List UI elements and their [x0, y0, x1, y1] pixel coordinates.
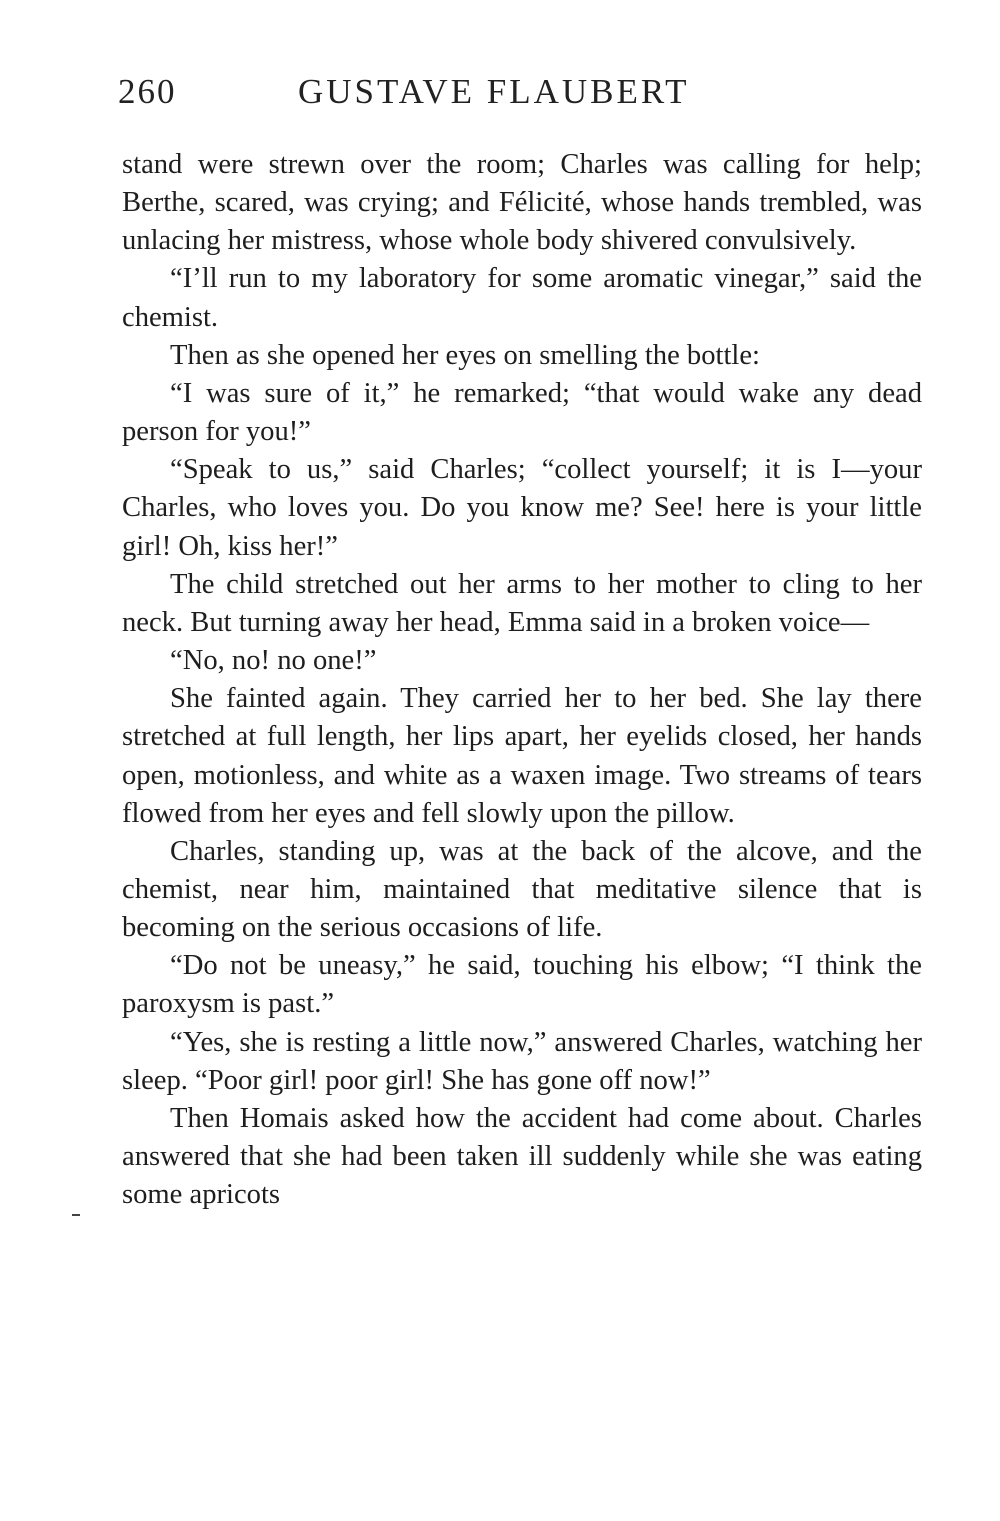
paragraph: The child stretched out her arms to her mother to cling to her neck. But turning away her head, Emma said in a broken voice—	[122, 568, 922, 638]
paragraph: stand were strewn over the room; Charles was calling for help; Berthe, scared, was crying; and Félicité, whose hands trembled, was unlacing her mistress, whose whole body shivered convulsively.	[122, 149, 922, 257]
paragraph: Charles, standing up, was at the back of the alcove, and the chemist, near him, maintained that meditative silence that is becoming on the serious occasions of life.	[122, 835, 922, 944]
paragraph: “I’ll run to my laboratory for some aromatic vinegar,” said the chemist.	[122, 263, 922, 333]
paragraph: “Do not be uneasy,” he said, touching his elbow; “I think the paroxysm is past.”	[122, 950, 922, 1020]
margin-mark	[72, 1214, 80, 1216]
paragraph: “Speak to us,” said Charles; “collect yourself; it is I—your Charles, who loves you. Do you know me? See! here is your little girl! Oh, kiss her!”	[122, 454, 922, 562]
running-head	[118, 72, 758, 112]
page-number: 260	[118, 72, 177, 111]
body-text	[122, 146, 922, 1214]
paragraph: Then Homais asked how the accident had come about. Charles answered that she had been taken ill suddenly while she was eating some apricots	[122, 1102, 922, 1211]
paragraph: “Yes, she is resting a little now,” answered Charles, watching her sleep. “Poor girl! poor girl! She has gone off now!”	[122, 1026, 922, 1096]
paragraph: “No, no! no one!”	[170, 645, 377, 677]
paragraph: Then as she opened her eyes on smelling the bottle:	[170, 339, 760, 371]
book-title: GUSTAVE FLAUBERT	[298, 72, 690, 111]
paragraph: She fainted again. They carried her to her bed. She lay there stretched at full length, her lips apart, her eyelids closed, her hands open, motionless, and white as a waxen image. Two streams of tears flowed from her eyes and fell slowly upon the pillow.	[122, 683, 922, 829]
paragraph: “I was sure of it,” he remarked; “that would wake any dead person for you!”	[122, 377, 922, 448]
